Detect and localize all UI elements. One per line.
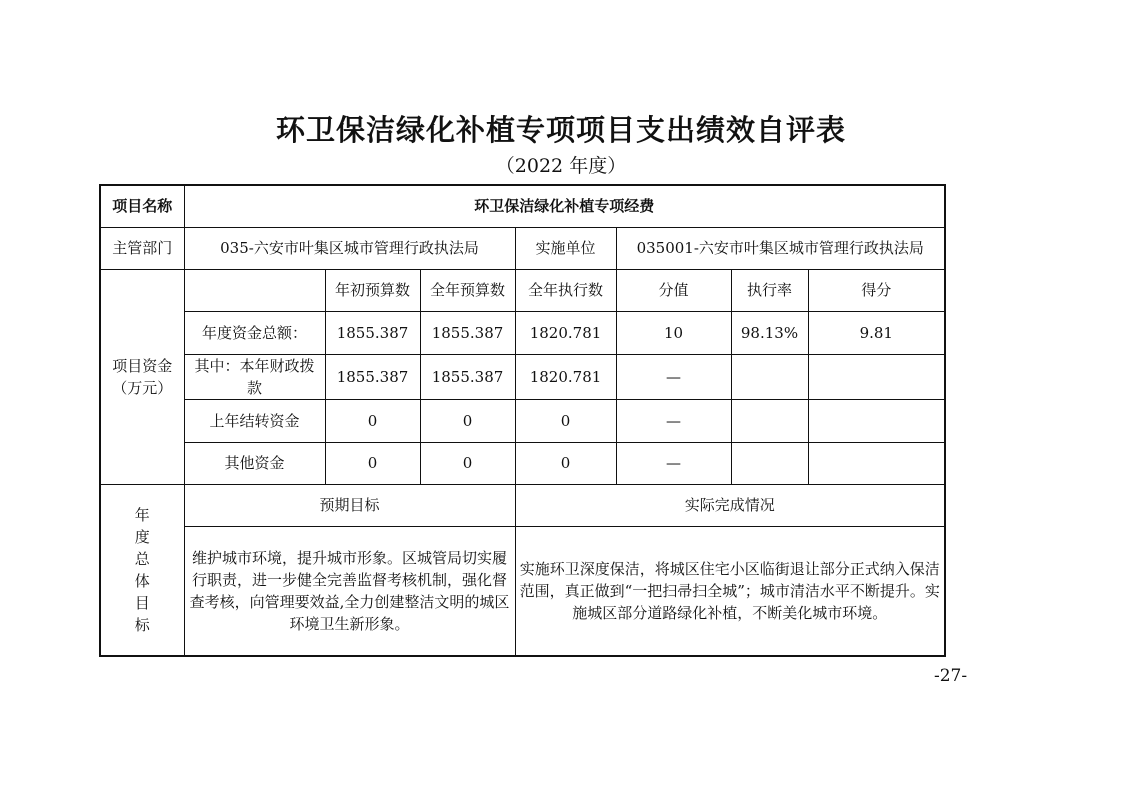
fund-score (808, 442, 945, 484)
goals-label-char: 目 (134, 593, 150, 612)
fund-executed: 1820.781 (515, 354, 616, 399)
fund-score-value: — (616, 442, 731, 484)
fund-row-label: 年度资金总额： (184, 311, 325, 354)
fund-executed: 0 (515, 399, 616, 442)
goals-header-row (100, 484, 945, 526)
funds-row-fiscal (100, 354, 945, 399)
header-score: 得分 (808, 269, 945, 311)
fund-score (808, 399, 945, 442)
header-score-value: 分值 (616, 269, 731, 311)
fund-row-label: 其中：本年财政拨款 (184, 354, 325, 399)
funds-label-line2: （万元） (112, 378, 173, 397)
fund-initial-budget: 0 (325, 442, 420, 484)
fund-initial-budget: 1855.387 (325, 311, 420, 354)
project-name-value: 环卫保洁绿化补植专项经费 (184, 185, 945, 227)
fund-annual-budget: 0 (420, 442, 515, 484)
page-subtitle: （2022 年度） (495, 155, 627, 177)
fund-row-label: 其他资金 (184, 442, 325, 484)
supervising-dept-label: 主管部门 (100, 227, 184, 269)
funds-label-line1: 项目资金 (112, 356, 173, 375)
actual-completion-text: 实施环卫深度保洁，将城区住宅小区临街退让部分正式纳入保洁范围，真正做到“一把扫帚扫全城”；城市清洁水平不断提升。实施城区部分道路绿化补植，不断美化城市环境。 (515, 526, 945, 656)
fund-initial-budget: 1855.387 (325, 354, 420, 399)
fund-annual-budget: 1855.387 (420, 354, 515, 399)
goals-label-char: 年 (134, 505, 150, 524)
page-title: 环卫保洁绿化补植专项项目支出绩效自评表 (275, 113, 846, 147)
fund-executed: 1820.781 (515, 311, 616, 354)
header-annual-budget: 全年预算数 (420, 269, 515, 311)
header-executed: 全年执行数 (515, 269, 616, 311)
funds-row-total (100, 311, 945, 354)
fund-row-label: 上年结转资金 (184, 399, 325, 442)
goals-label-char: 度 (134, 527, 150, 546)
goals-label-char: 体 (134, 571, 150, 590)
funds-header-blank (184, 269, 325, 311)
expected-goals-header: 预期目标 (184, 484, 515, 526)
fund-score-value: — (616, 399, 731, 442)
funds-header-row (100, 269, 945, 311)
funds-row-other (100, 442, 945, 484)
fund-initial-budget: 0 (325, 399, 420, 442)
header-initial-budget: 年初预算数 (325, 269, 420, 311)
evaluation-table (99, 184, 946, 657)
page-number: -27- (934, 666, 968, 686)
fund-score: 9.81 (808, 311, 945, 354)
fund-score-value: 10 (616, 311, 731, 354)
actual-completion-header: 实际完成情况 (515, 484, 945, 526)
header-rate: 执行率 (731, 269, 808, 311)
fund-rate (731, 442, 808, 484)
goals-label-char: 标 (134, 615, 150, 634)
goals-content-row (100, 526, 945, 656)
fund-rate (731, 354, 808, 399)
department-row (100, 227, 945, 269)
fund-rate: 98.13% (731, 311, 808, 354)
fund-executed: 0 (515, 442, 616, 484)
goals-label-char: 总 (134, 549, 150, 568)
fund-score-value: — (616, 354, 731, 399)
funds-row-carryover (100, 399, 945, 442)
implementing-unit-value: 035001-六安市叶集区城市管理行政执法局 (616, 227, 945, 269)
fund-annual-budget: 0 (420, 399, 515, 442)
funds-label (100, 269, 184, 484)
project-name-row (100, 185, 945, 227)
annual-goals-label (100, 484, 184, 656)
supervising-dept-value: 035-六安市叶集区城市管理行政执法局 (184, 227, 515, 269)
fund-annual-budget: 1855.387 (420, 311, 515, 354)
fund-score (808, 354, 945, 399)
fund-rate (731, 399, 808, 442)
expected-goals-text: 维护城市环境，提升城市形象。区城管局切实履行职责，进一步健全完善监督考核机制，强化督查考核，向管理要效益,全力创建整洁文明的城区环境卫生新形象。 (184, 526, 515, 656)
implementing-unit-label: 实施单位 (515, 227, 616, 269)
project-name-label: 项目名称 (100, 185, 184, 227)
